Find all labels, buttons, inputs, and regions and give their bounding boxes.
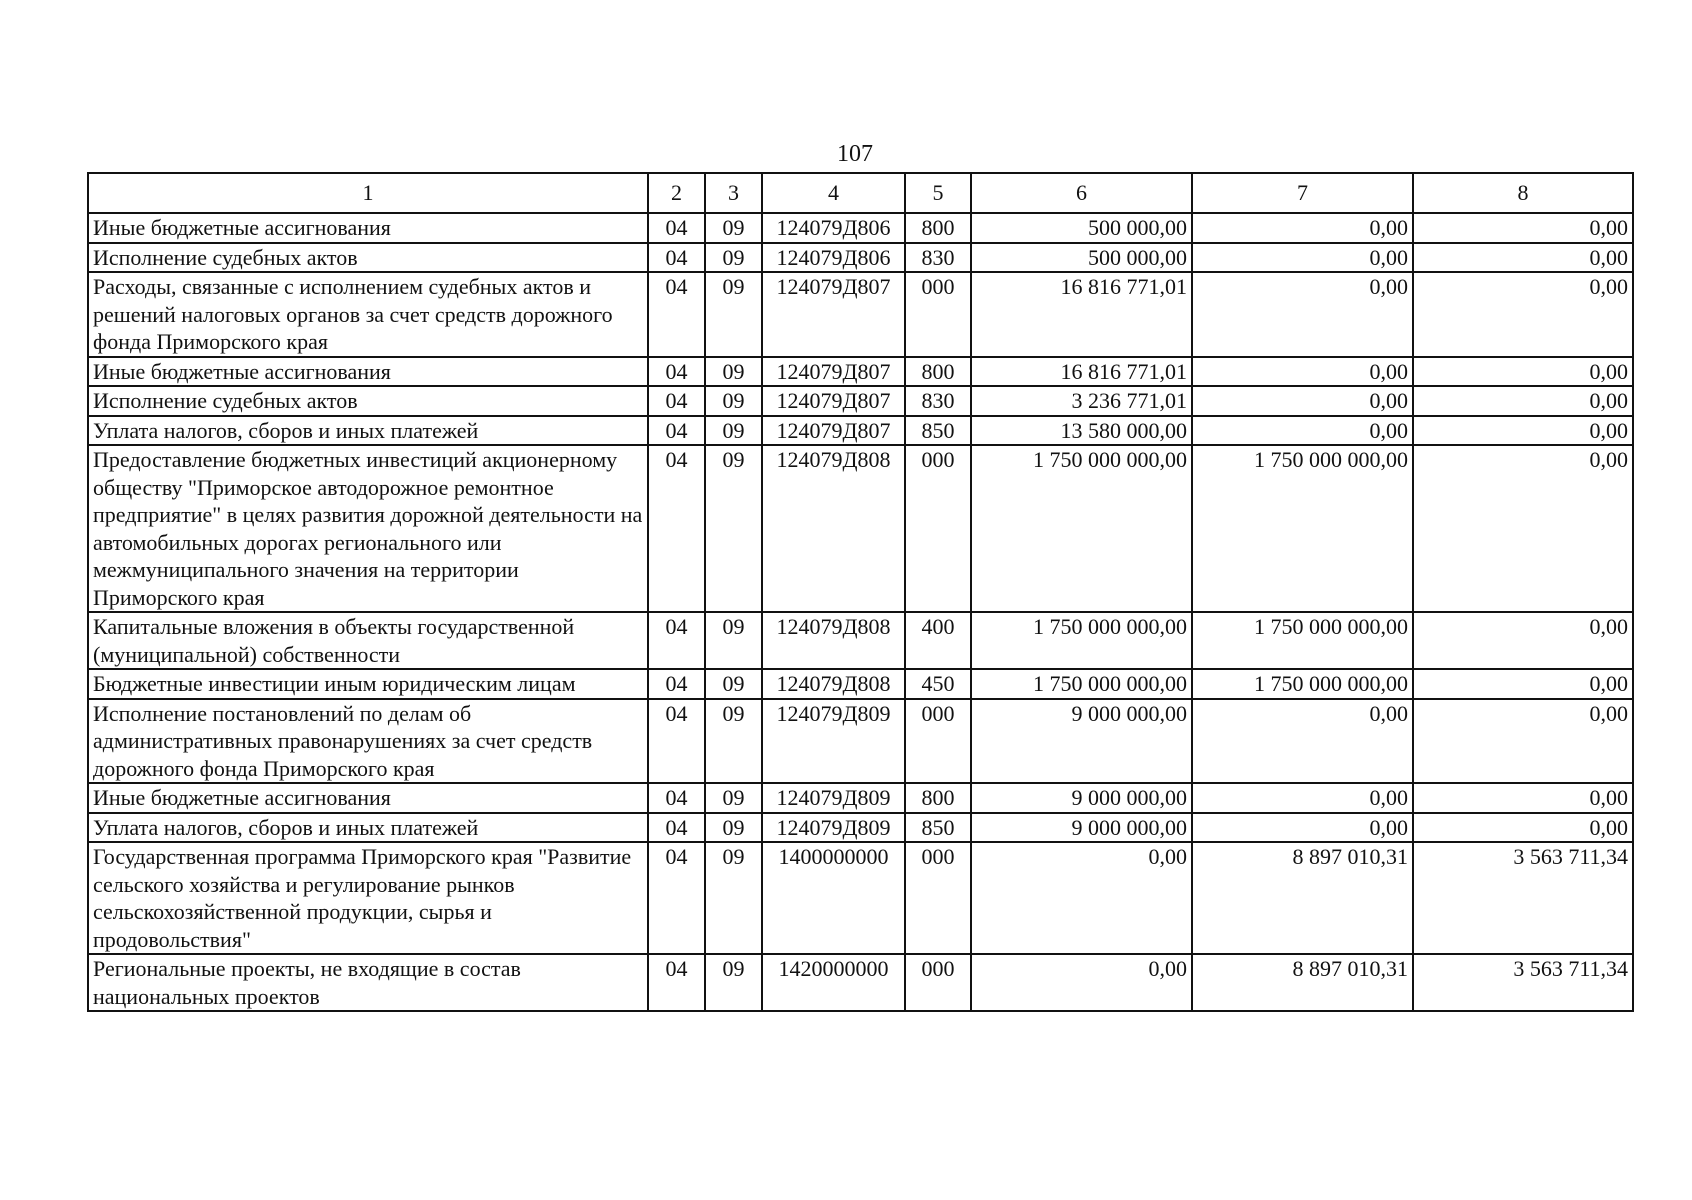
table-row [88, 445, 1633, 612]
cell-col-7: 0,00 [1192, 357, 1413, 387]
cell-col-8: 0,00 [1413, 416, 1633, 446]
cell-col-3: 09 [705, 213, 762, 243]
cell-name: Уплата налогов, сборов и иных платежей [88, 813, 648, 843]
cell-col-8: 0,00 [1413, 386, 1633, 416]
table-row [88, 612, 1633, 669]
header-col-7: 7 [1192, 173, 1413, 213]
cell-name: Капитальные вложения в объекты государственной (муниципальной) собственности [88, 612, 648, 669]
cell-col-7: 0,00 [1192, 699, 1413, 784]
cell-col-8: 0,00 [1413, 783, 1633, 813]
cell-col-3: 09 [705, 669, 762, 699]
cell-name: Государственная программа Приморского края "Развитие сельского хозяйства и регулирование рынков сельскохозяйственной продукции, сырья и продовольствия" [88, 842, 648, 954]
table-row [88, 842, 1633, 954]
cell-col-5: 800 [905, 213, 971, 243]
cell-col-7: 1 750 000 000,00 [1192, 445, 1413, 612]
cell-col-3: 09 [705, 783, 762, 813]
cell-col-3: 09 [705, 386, 762, 416]
cell-col-6: 16 816 771,01 [971, 272, 1192, 357]
cell-col-2: 04 [648, 842, 705, 954]
cell-name: Иные бюджетные ассигнования [88, 213, 648, 243]
cell-col-4: 124079Д806 [762, 213, 905, 243]
cell-col-3: 09 [705, 243, 762, 273]
cell-col-2: 04 [648, 416, 705, 446]
cell-col-3: 09 [705, 842, 762, 954]
cell-col-7: 1 750 000 000,00 [1192, 669, 1413, 699]
cell-col-8: 3 563 711,34 [1413, 842, 1633, 954]
header-col-6: 6 [971, 173, 1192, 213]
cell-col-2: 04 [648, 669, 705, 699]
cell-col-7: 0,00 [1192, 416, 1413, 446]
cell-col-7: 1 750 000 000,00 [1192, 612, 1413, 669]
cell-col-4: 124079Д808 [762, 669, 905, 699]
cell-col-4: 124079Д806 [762, 243, 905, 273]
cell-name: Исполнение судебных актов [88, 243, 648, 273]
cell-col-6: 3 236 771,01 [971, 386, 1192, 416]
cell-col-8: 0,00 [1413, 213, 1633, 243]
cell-col-2: 04 [648, 272, 705, 357]
cell-col-6: 500 000,00 [971, 213, 1192, 243]
cell-name: Предоставление бюджетных инвестиций акционерному обществу "Приморское автодорожное ремонтное предприятие" в целях развития дорожной деятельности на автомобильных дорогах регионального или межмуниципального значения на территории Приморского края [88, 445, 648, 612]
cell-col-6: 0,00 [971, 954, 1192, 1011]
cell-col-4: 1420000000 [762, 954, 905, 1011]
cell-col-2: 04 [648, 445, 705, 612]
cell-col-5: 850 [905, 813, 971, 843]
header-col-4: 4 [762, 173, 905, 213]
cell-col-5: 850 [905, 416, 971, 446]
cell-col-8: 0,00 [1413, 445, 1633, 612]
cell-col-5: 000 [905, 954, 971, 1011]
cell-col-6: 1 750 000 000,00 [971, 445, 1192, 612]
table-row [88, 213, 1633, 243]
cell-col-6: 13 580 000,00 [971, 416, 1192, 446]
cell-col-4: 1400000000 [762, 842, 905, 954]
table-row [88, 272, 1633, 357]
cell-col-7: 8 897 010,31 [1192, 954, 1413, 1011]
cell-name: Иные бюджетные ассигнования [88, 783, 648, 813]
cell-col-5: 000 [905, 842, 971, 954]
cell-col-8: 0,00 [1413, 813, 1633, 843]
budget-table [87, 172, 1634, 1012]
cell-col-4: 124079Д808 [762, 612, 905, 669]
cell-col-5: 830 [905, 243, 971, 273]
cell-col-8: 0,00 [1413, 669, 1633, 699]
cell-col-7: 0,00 [1192, 243, 1413, 273]
header-col-2: 2 [648, 173, 705, 213]
table-row [88, 699, 1633, 784]
table-row [88, 243, 1633, 273]
table-row [88, 669, 1633, 699]
cell-name: Региональные проекты, не входящие в состав национальных проектов [88, 954, 648, 1011]
cell-col-5: 000 [905, 699, 971, 784]
header-col-1: 1 [88, 173, 648, 213]
cell-col-3: 09 [705, 699, 762, 784]
header-col-8: 8 [1413, 173, 1633, 213]
cell-col-7: 0,00 [1192, 386, 1413, 416]
cell-col-3: 09 [705, 954, 762, 1011]
cell-col-4: 124079Д809 [762, 783, 905, 813]
cell-name: Бюджетные инвестиции иным юридическим лицам [88, 669, 648, 699]
cell-col-5: 000 [905, 445, 971, 612]
header-col-3: 3 [705, 173, 762, 213]
cell-col-5: 450 [905, 669, 971, 699]
cell-col-7: 0,00 [1192, 272, 1413, 357]
cell-col-2: 04 [648, 783, 705, 813]
cell-col-6: 16 816 771,01 [971, 357, 1192, 387]
table-body [88, 213, 1633, 1011]
cell-col-8: 0,00 [1413, 243, 1633, 273]
header-row [88, 173, 1633, 213]
cell-col-8: 3 563 711,34 [1413, 954, 1633, 1011]
cell-col-3: 09 [705, 272, 762, 357]
cell-col-6: 1 750 000 000,00 [971, 669, 1192, 699]
table-row [88, 954, 1633, 1011]
cell-col-3: 09 [705, 813, 762, 843]
cell-col-5: 800 [905, 783, 971, 813]
cell-col-8: 0,00 [1413, 357, 1633, 387]
cell-col-2: 04 [648, 954, 705, 1011]
cell-col-2: 04 [648, 386, 705, 416]
cell-col-7: 8 897 010,31 [1192, 842, 1413, 954]
cell-name: Исполнение судебных актов [88, 386, 648, 416]
cell-col-4: 124079Д809 [762, 813, 905, 843]
header-col-5: 5 [905, 173, 971, 213]
cell-col-6: 9 000 000,00 [971, 813, 1192, 843]
cell-col-6: 0,00 [971, 842, 1192, 954]
cell-col-5: 800 [905, 357, 971, 387]
cell-col-7: 0,00 [1192, 783, 1413, 813]
cell-name: Исполнение постановлений по делам об административных правонарушениях за счет средств дорожного фонда Приморского края [88, 699, 648, 784]
cell-col-2: 04 [648, 243, 705, 273]
cell-col-2: 04 [648, 699, 705, 784]
cell-col-4: 124079Д808 [762, 445, 905, 612]
cell-col-6: 1 750 000 000,00 [971, 612, 1192, 669]
cell-col-4: 124079Д807 [762, 386, 905, 416]
cell-name: Иные бюджетные ассигнования [88, 357, 648, 387]
cell-col-4: 124079Д807 [762, 272, 905, 357]
cell-col-3: 09 [705, 445, 762, 612]
cell-col-8: 0,00 [1413, 612, 1633, 669]
cell-col-3: 09 [705, 357, 762, 387]
cell-col-6: 9 000 000,00 [971, 699, 1192, 784]
cell-name: Уплата налогов, сборов и иных платежей [88, 416, 648, 446]
cell-col-3: 09 [705, 612, 762, 669]
cell-col-7: 0,00 [1192, 213, 1413, 243]
table-row [88, 357, 1633, 387]
cell-col-8: 0,00 [1413, 272, 1633, 357]
cell-col-2: 04 [648, 612, 705, 669]
cell-col-2: 04 [648, 213, 705, 243]
cell-col-6: 500 000,00 [971, 243, 1192, 273]
cell-col-4: 124079Д807 [762, 357, 905, 387]
cell-col-4: 124079Д809 [762, 699, 905, 784]
cell-col-5: 400 [905, 612, 971, 669]
page-number: 107 [837, 141, 873, 167]
cell-col-4: 124079Д807 [762, 416, 905, 446]
cell-col-8: 0,00 [1413, 699, 1633, 784]
cell-name: Расходы, связанные с исполнением судебных актов и решений налоговых органов за счет средств дорожного фонда Приморского края [88, 272, 648, 357]
table-row [88, 386, 1633, 416]
cell-col-2: 04 [648, 813, 705, 843]
cell-col-5: 830 [905, 386, 971, 416]
cell-col-5: 000 [905, 272, 971, 357]
cell-col-3: 09 [705, 416, 762, 446]
cell-col-2: 04 [648, 357, 705, 387]
cell-col-7: 0,00 [1192, 813, 1413, 843]
table-row [88, 783, 1633, 813]
cell-col-6: 9 000 000,00 [971, 783, 1192, 813]
table-row [88, 416, 1633, 446]
table-row [88, 813, 1633, 843]
